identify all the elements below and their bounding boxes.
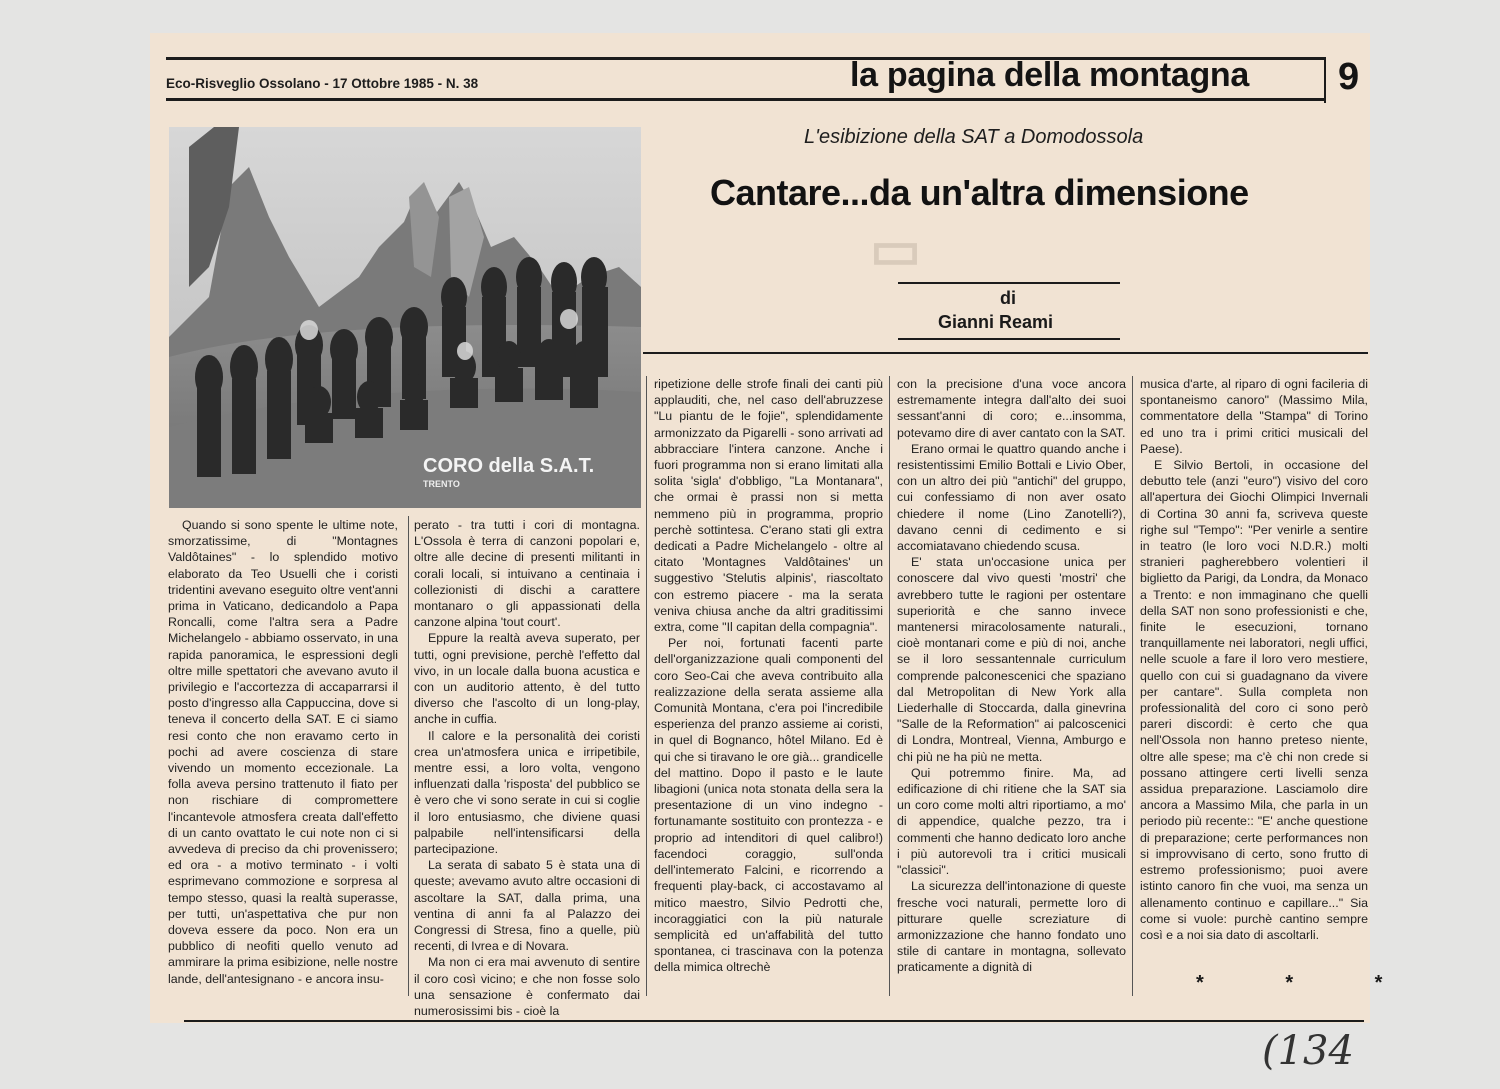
paragraph: musica d'arte, al riparo di ogni facileria di spontaneismo canoro" (Massimo Mila, commentatore della "Stampa" di Torino ed uno tra i primi critici musicali del Paese).	[1140, 377, 1368, 456]
masthead: Eco-Risveglio Ossolano - 17 Ottobre 1985 - N. 38	[166, 76, 479, 91]
paragraph: perato - tra tutti i cori di montagna. L'Ossola è terra di canzoni popolari e, oltre alle decine di presenti militanti in corali locali, si intuivano a centinaia i collezionisti di dischi a carattere montanaro o gli appassionati della canzone alpina 'tout court'.	[414, 518, 640, 630]
paragraph: Quando si sono spente le ultime note, smorzatissime, di "Montagnes Valdôtaines" - lo splendido motivo elaborato da Teo Usuelli che i coristi tridentini avevano eseguito oltre vent'anni prima in Vaticano, dedicandolo a Papa Roncalli, come l'altra sera a Padre Michelangelo - abbiamo osservato, in una rapida panoramica, le espressioni degli oltre mille spettatori che avevano avuto il privilegio e l'accortezza di accaparrarsi il posto d'ingresso alla Cappuccina, dove si teneva il concerto della SAT. E ci siamo resi conto che non eravamo certo in pochi ad avere coscienza di stare vivendo un momento eccezionale. La folla aveva persino trattenuto il fiato per non rischiare di compromettere l'incantevole atmosfera creata dall'effetto di un canto ovattato le cui note non ci si avvedeva di preciso da chi provenissero; ed ora - a motivo terminato - i volti esprimevano commozione e sorpresa al tempo stesso, quasi la realtà superasse, per tutti, un'aspettativa che pur non doveva essere da poco. Non era un pubblico di neofiti quello venuto ad ammirare la prima esibizione, nelle nostre lande, dell'antesignano - e ancora insu-	[168, 518, 398, 986]
paragraph: con la precisione d'una voce ancora estremamente integra dall'alto dei suoi sessant'anni di coro; e...insomma, potevamo dire di aver cantato con la SAT.	[897, 377, 1126, 440]
bleed-through-mark: ▭	[870, 220, 922, 280]
paragraph: Il calore e la personalità dei coristi crea un'atmosfera unica e irripetibile, mentre essi, a loro volta, vengono influenzati dalla 'risposta' del pubblico se è vero che vi sono serate in cui si coglie il loro entusiasmo, che diviene quasi palpabile nell'intensificarsi della partecipazione.	[414, 728, 640, 857]
article-column-5	[1140, 376, 1368, 943]
bottom-rule	[184, 1020, 1364, 1022]
paragraph: Ma non ci era mai avvenuto di sentire il coro così vicino; e che non fosse solo una sensazione è confermato dai numerosissimi bis - cioè la	[414, 955, 640, 1019]
article-column-3	[654, 376, 883, 976]
paragraph: E Silvio Bertoli, in occasione del debutto tele (anzi "euro") visivo del coro all'apertura dei Giochi Olimpici Invernali di Cortina 30 anni fa, scriveva queste righe sul "Tempo": "Per venirle a sentire in teatro (le loro voci N.D.R.) molti stranieri pagherebbero volentieri il biglietto da Parigi, da Londra, da Monaco a Trento: e non immaginano che quelli della SAT non sono professionisti e che, finite le esecuzioni, tornano tranquillamente nei laboratori, negli uffici, nelle scuole a fare il loro vero mestiere, quello con cui si guadagnano da vivere per cantare". Sulla completa non professionalità del coro ci sono però pareri discordi: è certo che qua nell'Ossola non hanno preteso niente, oltre alle spese; ma c'è chi non crede si possano attingere certi livelli senza assidua preparazione. Lasciamolo dire ancora a Massimo Mila, che parla in un periodo più recente:: "E' anche questione di preparazione; certe performances non si improvvisano di certo, sono frutto di estremo professionismo; puoi avere istinto canoro fin che vuoi, ma senza un allenamento continuo e capillare..." Sia come si vuole: purchè cantino sempre così e a noi sia dato di ascoltarli.	[1140, 458, 1368, 942]
article-column-1	[168, 517, 398, 987]
page-number: 9	[1338, 56, 1360, 98]
paragraph: ripetizione delle strofe finali dei canti più applauditi, che, nel caso dell'abruzzese "Lu piantu de le fojie", splendidamente armonizzato da Pigarelli - sono arrivati ad abbracciare l'intera canzone. Anche i fuori programma non si erano limitati alla solita 'sigla' d'obbligo, "La Montanara", che ormai è prassi non si metta nemmeno più in programma, proprio perchè sottintesa. C'erano stati gli extra dedicati a Padre Michelangelo - oltre al citato 'Montagnes Valdôtaines' un suggestivo 'Stelutis alpinis', riascoltato con estremo piacere - ma la serata veniva chiusa anche da altri graditissimi extra, come "Il capitan della compagnia".	[654, 377, 883, 635]
section-title: la pagina della montagna	[850, 56, 1249, 94]
end-mark: * * *	[1196, 972, 1421, 994]
article-kicker: L'esibizione della SAT a Domodossola	[804, 126, 1144, 148]
byline-prefix: di	[1000, 288, 1016, 308]
article-column-2	[414, 517, 640, 1019]
headline-section-rule	[643, 352, 1368, 354]
choir-photo	[169, 127, 641, 508]
page-number-divider	[1324, 57, 1326, 103]
masthead-rule	[166, 98, 1324, 101]
paragraph: Per noi, fortunati facenti parte dell'organizzazione quali componenti del coro Seo-Cai che aveva contribuito alla realizzazione della serata assieme alla Comunità Montana, c'era poi l'incredibile esperienza del pranzo assieme ai coristi, in quel di Bognanco, hôtel Milano. Ed è qui che si tiravano le ore già... grandicelle del mattino. Dopo il pasto e le laute libagioni (unica nota stonata della sera la presentazione di un vino indegno - fortunamante sostituito con prontezza - e proprio ad intenditori di quel calibro!) facendoci coraggio, sull'onda dell'intemerato Falcini, e ricorrendo a frequenti play-back, ci accostavamo al mitico maestro, Silvio Pedrotti che, incoraggiatici con la più naturale semplicità ed un'affabilità del tutto spontanea, ci trascinava con la potenza della mimica oltrechè	[654, 636, 883, 975]
photo-subcaption: TRENTO	[423, 479, 460, 489]
column-separator	[889, 376, 890, 996]
paragraph: La sicurezza dell'intonazione di queste fresche voci naturali, permette loro di pitturare quelle screziature di armonizzazione che hanno fondato uno stile di cantare in montagna, sollevato praticamente a dignità di	[897, 879, 1126, 975]
paragraph: Erano ormai le quattro quando anche i resistentissimi Emilio Bottali e Livio Ober, con un altro dei più "antichi" del gruppo, cui confessiamo di non aver osato chiedere il nome (Lino Zanotelli?), davano cenni di cedimento e si accomiatavano chiedendo scusa.	[897, 441, 1126, 554]
choir-photo-illustration	[169, 127, 641, 508]
byline-author: Gianni Reami	[938, 312, 1054, 332]
photo-caption: CORO della S.A.T.	[423, 455, 595, 477]
paragraph: E' stata un'occasione unica per conoscere dal vivo questi 'mostri' che avrebbero tutte le ragioni per ostentare superiorità e che sanno invece mantenersi miracolosamente naturali., cioè montanari come e più di noi, anche se il loro sessantennale curriculum comprende palconescenici che spaziano dal Metropolitan di New York alla Liederhalle di Stoccarda, dalla ginevrina "Salle de la Reformation" ai palcoscenici di Londra, Montreal, Vienna, Amburgo e chi più ne ha più ne metta.	[897, 555, 1126, 764]
article-headline: Cantare...da un'altra dimensione	[710, 172, 1249, 213]
article-column-4	[897, 376, 1126, 976]
paragraph: Qui potremmo finire. Ma, ad edificazione di chi ritiene che la SAT sia un coro come molti altri riportiamo, a mo' di appendice, qualche pezzo, tra i commenti che hanno dedicato loro anche i più autorevoli tra i critici musicali "classici".	[897, 765, 1126, 878]
byline-rule-bottom	[898, 338, 1120, 340]
column-separator	[408, 516, 409, 996]
handwritten-annotation: (134	[1262, 1028, 1354, 1074]
paragraph: Eppure la realtà aveva superato, per tutti, ogni previsione, perchè l'effetto dal vivo, in un locale dalla buona acustica e con un auditorio attento, è del tutto diverso che l'ascolto di un long-play, anche in cuffia.	[414, 631, 640, 727]
byline-rule-top	[898, 282, 1120, 284]
column-separator	[1132, 376, 1133, 996]
paragraph: La serata di sabato 5 è stata una di queste; avevamo avuto altre occasioni di ascoltare la SAT, dalla prima, una ventina di anni fa al Palazzo dei Congressi di Stresa, fino a quelle, più recenti, di Ivrea e di Novara.	[414, 858, 640, 954]
column-separator	[646, 376, 647, 996]
